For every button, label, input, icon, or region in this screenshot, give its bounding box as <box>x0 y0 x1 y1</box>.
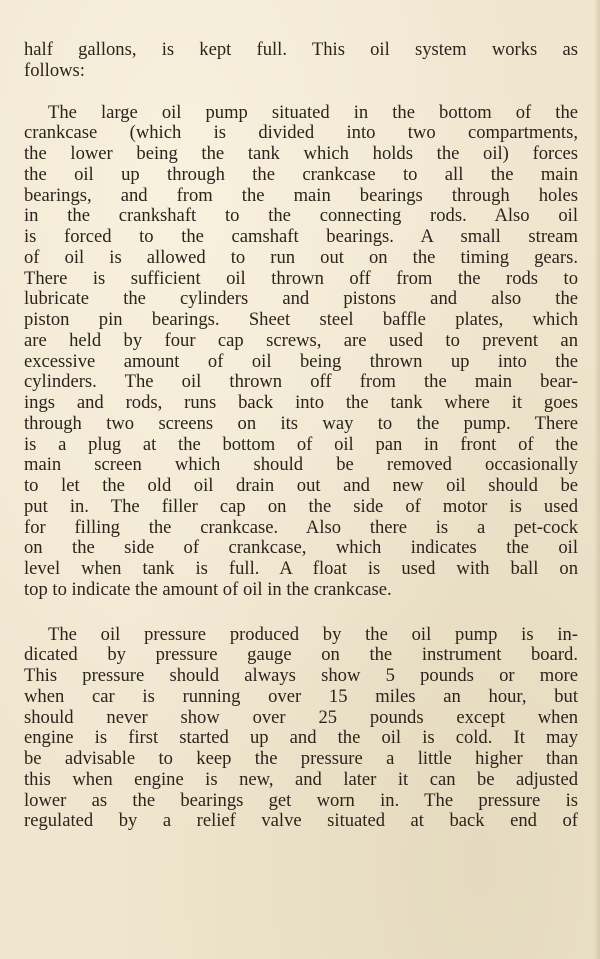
text-line: There is sufficient oil thrown off from the rods to <box>24 267 578 289</box>
text-line: level when tank is full. A float is used with ball on <box>24 558 578 579</box>
text-line: the oil up through the crankcase to all the main <box>24 163 578 185</box>
text-line: should never show over 25 pounds except when <box>24 706 578 728</box>
text-line: engine is first started up and the oil is cold. It may <box>24 727 578 749</box>
text-line: ings and rods, runs back into the tank where it goes <box>24 392 578 413</box>
text-line: piston pin bearings. Sheet steel baffle plates, which <box>24 309 578 330</box>
paragraph-3 <box>24 625 578 833</box>
text-line: put in. The filler cap on the side of motor is used <box>24 495 578 517</box>
text-line: dicated by pressure gauge on the instrument board. <box>24 644 578 666</box>
text-line: follows: <box>24 59 85 81</box>
text-line: be advisable to keep the pressure a little higher than <box>24 748 578 769</box>
text-line: in the crankshaft to the connecting rods. Also oil <box>24 205 578 227</box>
text-line: cylinders. The oil thrown off from the main bear- <box>24 371 578 393</box>
text-line: is a plug at the bottom of oil pan in front of the <box>24 433 578 455</box>
text-line: lower as the bearings get worn in. The pressure is <box>24 789 578 811</box>
text-line: lubricate the cylinders and pistons and also the <box>24 288 578 310</box>
text-line: for filling the crankcase. Also there is a pet-cock <box>24 516 578 538</box>
paragraph-2 <box>24 103 578 601</box>
text-line: of oil is allowed to run out on the timing gears. <box>24 246 578 268</box>
text-line: are held by four cap screws, are used to prevent an <box>24 329 578 351</box>
text-line: on the side of crankcase, which indicates the oil <box>24 537 578 559</box>
text-line: This pressure should always show 5 pounds or more <box>24 665 578 686</box>
text-line: when car is running over 15 miles an hour, but <box>24 685 578 707</box>
text-line: main screen which should be removed occasionally <box>24 454 578 476</box>
text-line: half gallons, is kept full. This oil system works as <box>24 39 578 60</box>
text-line: top to indicate the amount of oil in the crankcase. <box>24 578 392 600</box>
text-line: is forced to the camshaft bearings. A small stream <box>24 226 578 247</box>
text-line: through two screens on its way to the pump. There <box>24 412 578 434</box>
text-line: this when engine is new, and later it can be adjusted <box>24 768 578 790</box>
text-line: The oil pressure produced by the oil pump is in- <box>48 623 578 645</box>
text-line: to let the old oil drain out and new oil should be <box>24 475 578 496</box>
paragraph-1 <box>24 40 578 82</box>
text-line: crankcase (which is divided into two compartments, <box>24 122 578 144</box>
page-edge-shadow <box>594 0 600 959</box>
text-line: The large oil pump situated in the bottom of the <box>48 101 578 123</box>
text-line: bearings, and from the main bearings through holes <box>24 184 578 206</box>
text-line: regulated by a relief valve situated at back end of <box>24 810 578 832</box>
text-line: the lower being the tank which holds the oil) forces <box>24 143 578 164</box>
text-line: excessive amount of oil being thrown up into the <box>24 350 578 372</box>
